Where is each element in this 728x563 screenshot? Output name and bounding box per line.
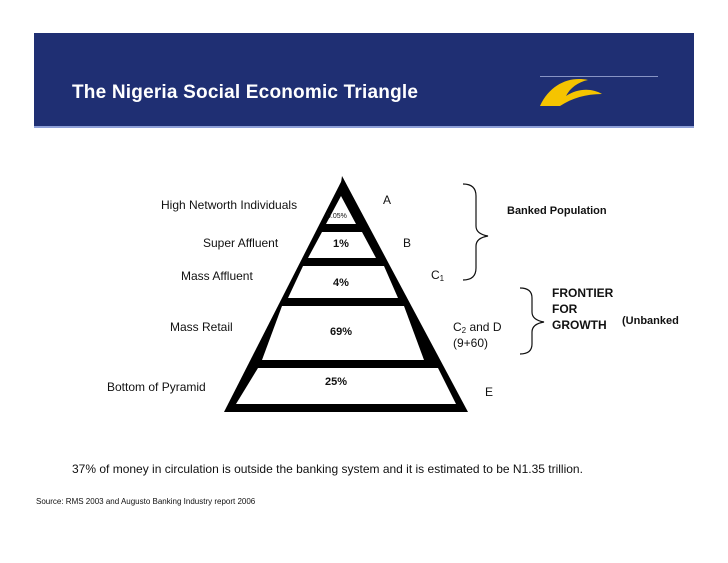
frontier-line-2: FOR	[552, 302, 578, 316]
tier-label-mass-affluent: Mass Affluent	[181, 269, 253, 283]
segment-extra-c2d: (9+60)	[453, 336, 489, 350]
segment-letter-c1: $C_1$	[431, 268, 445, 283]
source-note: Source: RMS 2003 and Augusto Banking Industry report 2006	[36, 497, 256, 506]
tier-share-mass-retail: 69%	[330, 326, 353, 338]
segment-letter-c2d: $C_2$ and D	[453, 320, 502, 335]
tier-share-super-affluent: 1%	[333, 238, 349, 250]
page-title: The Nigeria Social Economic Triangle	[72, 82, 419, 103]
tier-label-bottom: Bottom of Pyramid	[107, 380, 206, 394]
segment-letter-b: B	[403, 236, 412, 250]
banked-population-label: Banked Population	[507, 205, 607, 217]
tier-label-super-affluent: Super Affluent	[203, 236, 279, 250]
frontier-note: (Unbanked	[622, 315, 679, 327]
footnote: 37% of money in circulation is outside the banking system and it is estimated to be N1.35 trillion.	[72, 462, 583, 476]
segment-letter-e: E	[485, 385, 494, 399]
tier-label-mass-retail: Mass Retail	[170, 320, 233, 334]
tier-share-high-networth: 0.05%	[327, 213, 347, 220]
segment-letter-a: A	[383, 193, 392, 207]
banked-bracket	[463, 184, 488, 280]
tier-share-bottom: 25%	[325, 376, 348, 388]
tier-label-high-networth: High Networth Individuals	[161, 198, 298, 212]
tier-share-mass-affluent: 4%	[333, 277, 349, 289]
frontier-bracket	[520, 288, 544, 354]
frontier-line-3: GROWTH	[552, 318, 607, 332]
frontier-line-1: FRONTIER	[552, 286, 614, 300]
